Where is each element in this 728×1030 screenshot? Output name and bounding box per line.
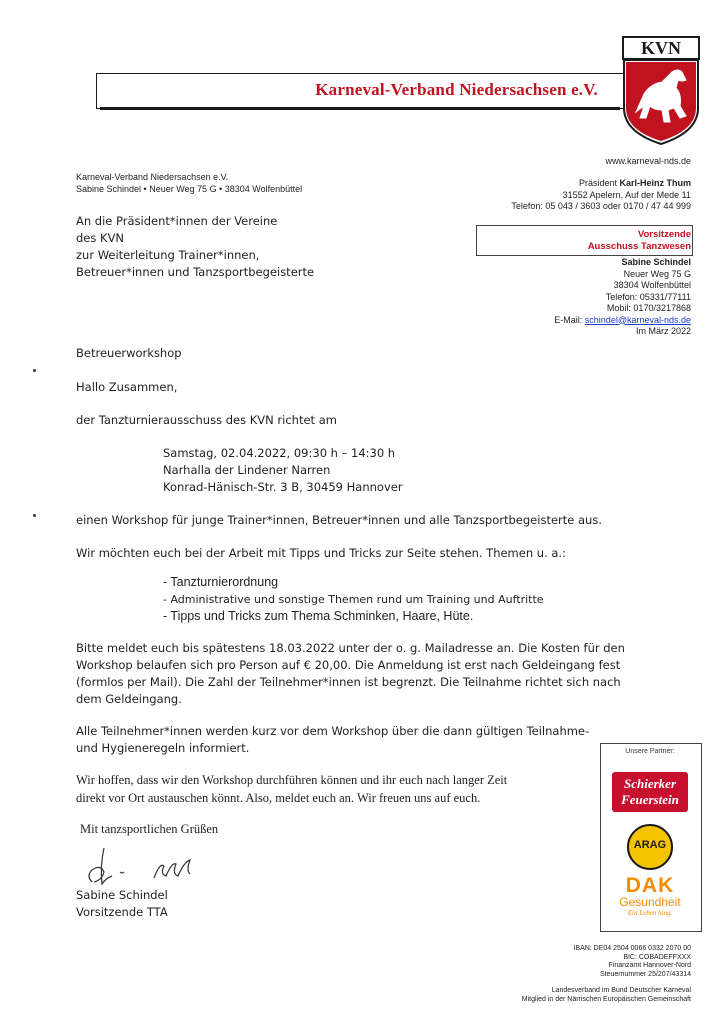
recipient-line: des KVN [76, 231, 125, 245]
tax-office: Finanzamt Hannover-Nord [608, 962, 691, 969]
event-venue: Narhalla der Lindener Narren [163, 463, 331, 477]
margin-dot [33, 514, 36, 517]
topics-intro: Wir möchten euch bei der Arbeit mit Tipps und Tricks zur Seite stehen. Themen u. a.: [76, 546, 566, 560]
kvn-logo [622, 36, 700, 146]
contact-name: Sabine Schindel [621, 257, 691, 267]
subject: Betreuerworkshop [76, 346, 182, 360]
margin-dot [33, 369, 36, 372]
closing-line: Wir hoffen, dass wir den Workshop durchführen können und ihr euch nach langer Zeit [76, 773, 508, 787]
org-title: Karneval-Verband Niedersachsen e.V. [315, 80, 598, 99]
role-line-1: Vorsitzende [637, 229, 691, 240]
president-label: Präsident [578, 178, 617, 188]
role-line-2: Ausschuss Tanzwesen [587, 240, 691, 252]
event-address: Konrad-Hänisch-Str. 3 B, 30459 Hannover [163, 480, 403, 494]
letter-date: Im März 2022 [635, 326, 691, 336]
dak-gesundheit: Gesundheit [619, 895, 681, 909]
closing-line: direkt vor Ort austauschen könnt. Also, meldet euch an. Wir freuen uns auf euch. [76, 791, 481, 805]
hygiene-line: Alle Teilnehmer*innen werden kurz vor dem Workshop über die dann gültigen Teilnahme- [76, 724, 590, 738]
signer-name: Sabine Schindel [76, 888, 168, 902]
president-name: Karl-Heinz Thum [619, 178, 691, 188]
recipient-line: zur Weiterleitung Trainer*innen, [76, 248, 260, 262]
closing-paragraph [76, 771, 507, 807]
greeting: Hallo Zusammen, [76, 380, 178, 394]
contact-city: 38304 Wolfenbüttel [613, 280, 691, 290]
event-block [163, 445, 403, 496]
workshop-line: einen Workshop für junge Trainer*innen, Betreuer*innen und alle Tanzsportbegeisterte aus. [76, 513, 602, 527]
contact-street: Neuer Weg 75 G [623, 268, 691, 279]
schierker-line-1: Schierker [624, 776, 676, 791]
bank-block [573, 945, 691, 979]
president-address: 31552 Apelern, Auf der Mede 11 [562, 189, 691, 200]
membership-block [522, 987, 691, 1004]
partners-title: Unsere Partner: [625, 748, 675, 755]
tax-number: Steuernummer 25/207/43314 [599, 970, 691, 978]
sender-line-2: Sabine Schindel • Neuer Weg 75 G • 38304 Wolfenbüttel [76, 183, 303, 194]
recipient-line: An die Präsident*innen der Vereine [76, 214, 278, 228]
email-label: E-Mail: [554, 314, 583, 325]
topic-item: - Administrative und sonstige Themen rund um Training und Auftritte [163, 593, 544, 606]
signature [80, 840, 220, 890]
hygiene-paragraph [76, 723, 589, 757]
signer-role: Vorsitzende TTA [76, 905, 168, 919]
arag-logo[interactable] [627, 824, 673, 870]
schierker-logo[interactable] [612, 772, 688, 812]
recipient-block [76, 213, 314, 281]
event-date: Samstag, 02.04.2022, 09:30 h – 14:30 h [163, 446, 396, 460]
website[interactable]: www.karneval-nds.de [605, 156, 691, 166]
header-banner-shadow [100, 107, 620, 110]
membership-line: Landesverband im Bund Deutscher Karneval [551, 987, 691, 994]
intro: der Tanzturnierausschuss des KVN richtet am [76, 413, 337, 427]
registration-line: Bitte meldet euch bis spätestens 18.03.2022 unter der o. g. Mailadresse an. Die Kosten für den [76, 641, 625, 655]
regards: Mit tanzsportlichen Grüßen [80, 822, 219, 836]
schierker-line-2: Feuerstein [621, 792, 679, 807]
signer-block [76, 887, 168, 921]
dak-logo[interactable] [612, 876, 688, 918]
registration-line: dem Geldeingang. [76, 692, 182, 706]
registration-paragraph [76, 640, 625, 708]
hygiene-line: und Hygieneregeln informiert. [76, 741, 250, 755]
logo-text: KVN [641, 38, 681, 58]
president-block [511, 178, 691, 213]
membership-line: Mitglied in der Närrischen Europäischen Gemeinschaft [521, 995, 691, 1003]
registration-line: Workshop belaufen sich pro Person auf € 20,00. Die Anmeldung ist erst nach Geldeingang fest [76, 658, 621, 672]
iban: IBAN: DE04 2504 0066 0332 2070 00 [573, 945, 691, 952]
dak-slogan: Ein Leben lang. [627, 909, 673, 917]
topic-item: - Tanzturnierordnung [163, 575, 279, 589]
contact-block [554, 257, 691, 338]
sender-line-1: Karneval-Verband Niedersachsen e.V. [76, 172, 229, 182]
email-link[interactable]: schindel@karneval-nds.de [584, 314, 691, 325]
topics-list [163, 574, 544, 625]
president-phone: Telefon: 05 043 / 3603 oder 0170 / 47 44 999 [511, 201, 691, 211]
dak-text: DAK [625, 874, 675, 897]
bic: BIC: COBADEFFXXX [623, 953, 691, 961]
contact-mobile: Mobil: 0170/3217868 [606, 303, 691, 313]
contact-phone: Telefon: 05331/77111 [605, 291, 691, 302]
arag-text: ARAG [633, 839, 667, 851]
registration-line: (formlos per Mail). Die Zahl der Teilnehmer*innen ist begrenzt. Die Teilnahme richtet sich nach [76, 675, 621, 689]
topic-item: - Tipps und Tricks zum Thema Schminken, Haare, Hüte. [163, 609, 474, 623]
recipient-line: Betreuer*innen und Tanzsportbegeisterte [76, 265, 315, 279]
role-label [588, 229, 691, 252]
